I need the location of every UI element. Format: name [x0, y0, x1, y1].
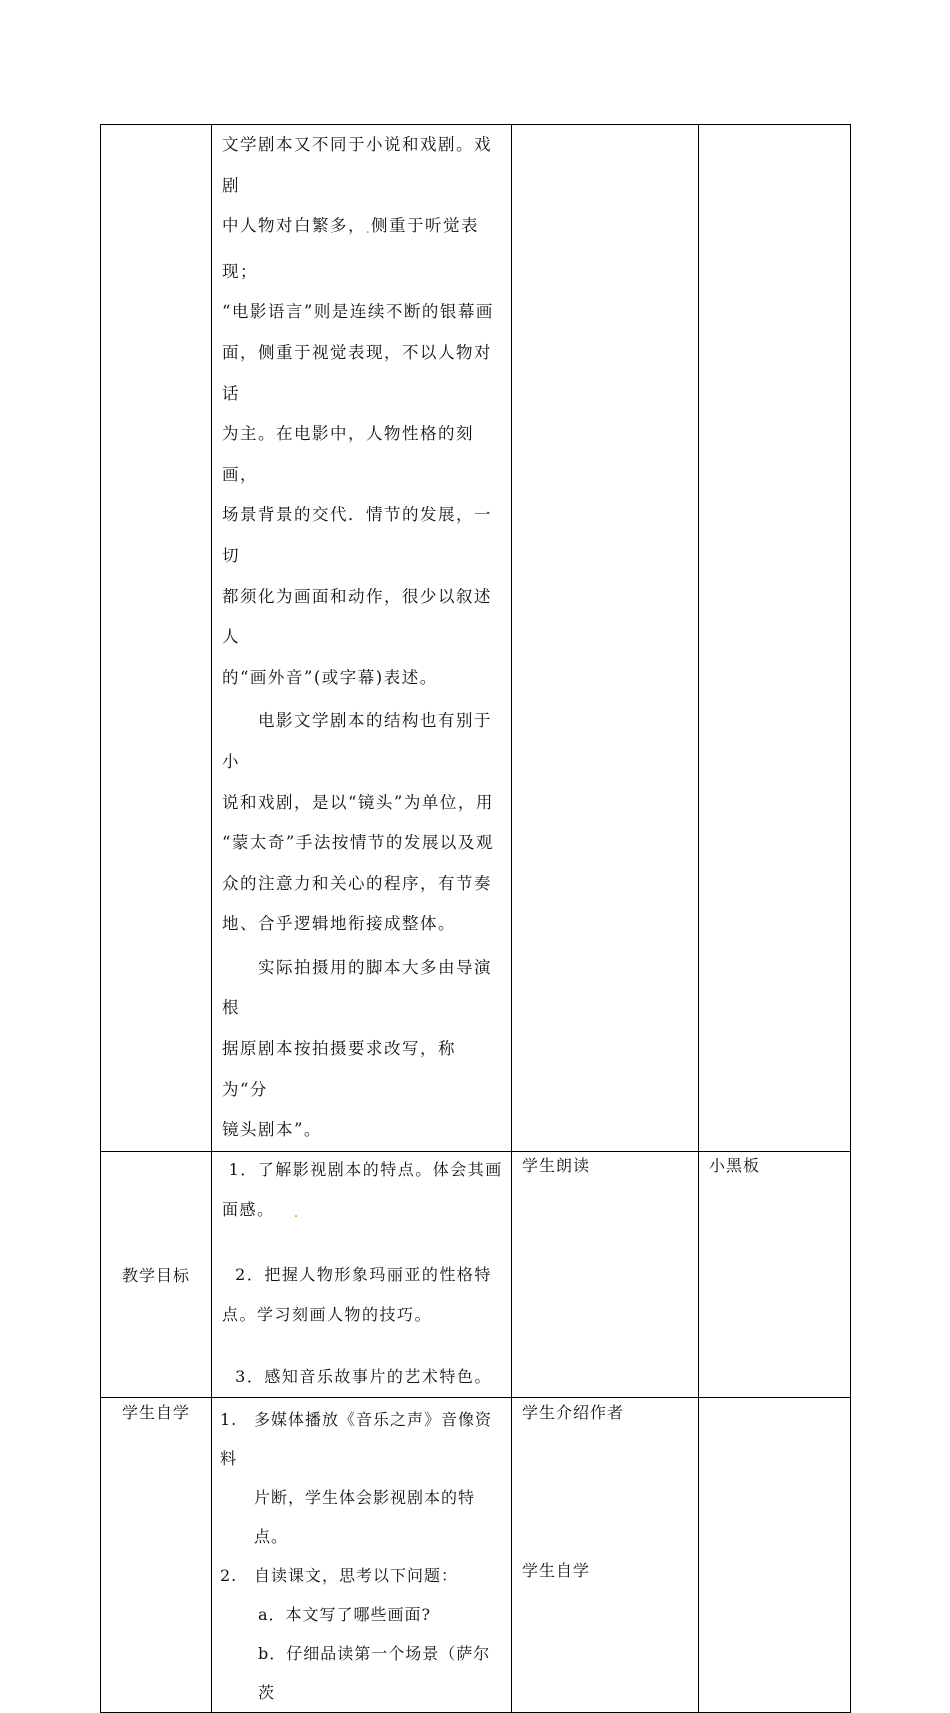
text-line: 文学剧本又不同于小说和戏剧。戏剧 — [222, 135, 492, 195]
text-line: 都须化为画面和动作，很少以叙述人 — [222, 586, 492, 647]
content-cell — [212, 125, 512, 1152]
goal-text: 2．把握人物形象玛丽亚的性格特 — [235, 1264, 492, 1284]
text-line: 众的注意力和关心的程序，有节奏 — [222, 873, 492, 893]
goal-item — [222, 1255, 503, 1295]
text-line: 电影文学剧本的结构也有别于小 — [222, 711, 492, 771]
goal-item-cont: 点。学习刻画人物的技巧。 — [222, 1304, 433, 1324]
aid-cell-empty — [699, 125, 851, 1152]
activity-cell-empty — [512, 125, 699, 1152]
student-activity-cell — [512, 1151, 699, 1397]
text-line: 的“画外音”(或字幕)表述。 — [222, 667, 438, 687]
goal-text: 3．感知音乐故事片的艺术特色。 — [235, 1366, 492, 1386]
step-text: 多媒体播放《音乐之声》音像资料 — [220, 1409, 493, 1468]
content-cell — [212, 1397, 512, 1712]
student-activity-text: 学生朗读 — [522, 1155, 591, 1175]
lesson-plan-table — [100, 124, 851, 1713]
goal-item — [222, 1150, 503, 1190]
text-line: “蒙太奇”手法按情节的发展以及观 — [222, 833, 494, 853]
question-item: b．仔细品读第一个场景（萨尔茨 — [258, 1643, 491, 1702]
goal-text: 面感。 — [222, 1199, 275, 1219]
step-number: 1. — [220, 1409, 238, 1429]
teaching-aid-text: 小黑板 — [709, 1155, 761, 1175]
question-item: a．本文写了哪些画面? — [258, 1604, 432, 1624]
table-row — [101, 125, 851, 1152]
goal-item-cont — [222, 1190, 503, 1235]
table-row — [101, 1151, 851, 1397]
yellow-dot-mark: . — [366, 225, 371, 237]
step-text: 自读课文，思考以下问题： — [254, 1565, 459, 1585]
teaching-goals-list — [212, 1150, 511, 1397]
text-line: 说和戏剧，是以“镜头”为单位，用 — [222, 792, 494, 812]
text-line: 地、合乎逻辑地衔接成整体。 — [222, 914, 456, 934]
content-cell — [212, 1151, 512, 1397]
text-line: 面，侧重于视觉表现，不以人物对话 — [222, 342, 492, 403]
teaching-aid-cell — [699, 1151, 851, 1397]
step-item-cont: 片断，学生体会影视剧本的特点。 — [254, 1487, 476, 1546]
label-cell-empty — [101, 125, 212, 1152]
student-activity-cell — [512, 1397, 699, 1712]
film-script-explanation — [212, 125, 511, 1151]
text-line: 为主。在电影中，人物性格的刻画， — [222, 424, 474, 484]
text-fragment: 中人物对白繁多， — [222, 216, 366, 236]
table-row — [101, 1397, 851, 1712]
goal-text: 1．了解影视剧本的特点。体会其画 — [228, 1159, 503, 1179]
text-line: “电影语言”则是连续不断的银幕画 — [222, 302, 494, 322]
text-line: 镜头剧本”。 — [222, 1120, 322, 1140]
yellow-dot-mark: . — [294, 1208, 300, 1220]
self-study-steps — [212, 1398, 511, 1712]
text-line: 场景背景的交代．情节的发展，一切 — [222, 505, 492, 565]
goal-item — [222, 1357, 503, 1397]
text-line — [222, 206, 501, 292]
text-line: 据原剧本按拍摄要求改写，称为“分 — [222, 1039, 456, 1099]
text-fragment: 侧重于听觉表现； — [222, 216, 479, 281]
student-activity-text: 学生介绍作者 — [522, 1402, 625, 1422]
student-activity-text: 学生自学 — [522, 1560, 591, 1580]
row-label-teaching-goals: 教学目标 — [101, 1151, 212, 1397]
aid-cell-empty — [699, 1397, 851, 1712]
text-line: 实际拍摄用的脚本大多由导演根 — [222, 957, 492, 1018]
step-item — [220, 1556, 503, 1595]
row-label-self-study: 学生自学 — [101, 1397, 212, 1712]
step-item — [220, 1400, 503, 1478]
step-number: 2. — [220, 1565, 238, 1585]
